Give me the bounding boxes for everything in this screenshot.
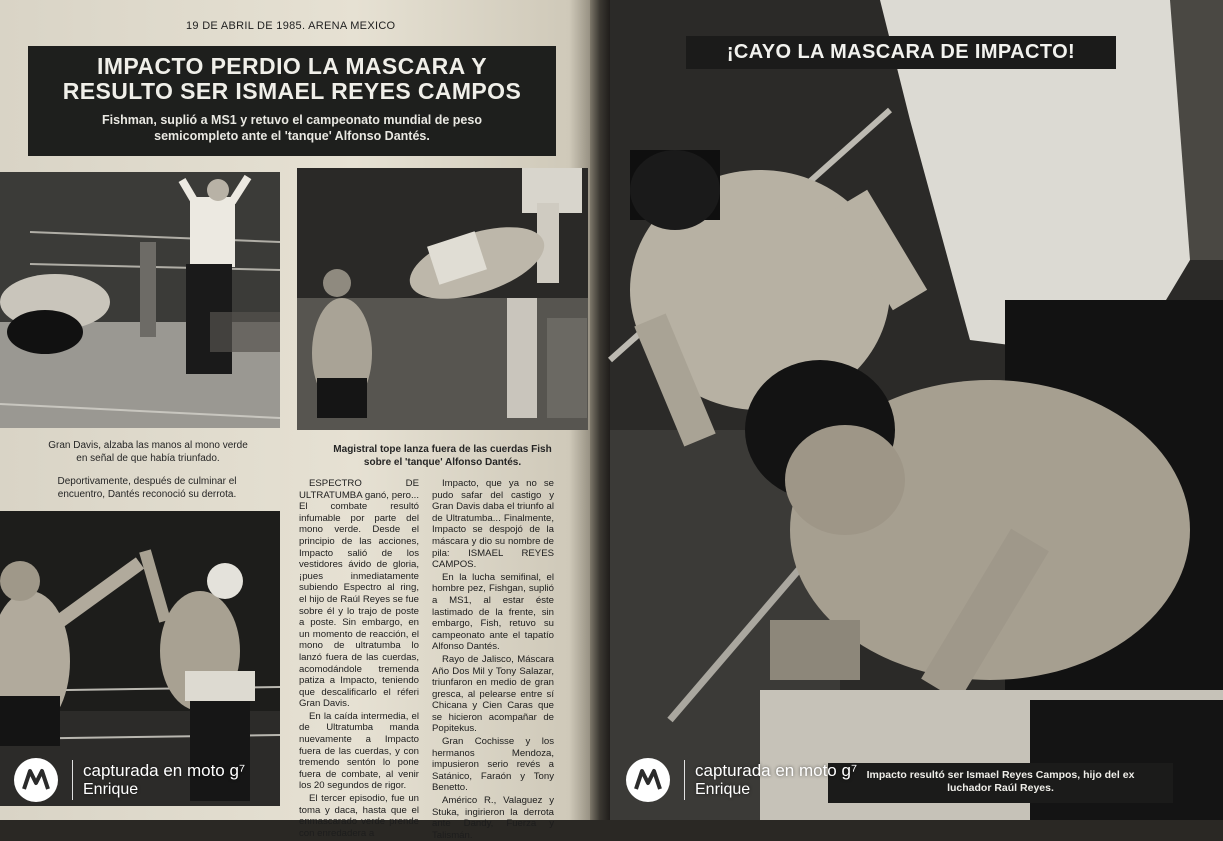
page-gutter: [590, 0, 612, 820]
photo-caption-tope: [300, 444, 585, 469]
watermark-line-2: Enrique: [83, 781, 139, 798]
photo-caption-referee: [28, 440, 268, 465]
caption-dantes-line-1: Deportivamente, después de culminar el: [57, 476, 237, 487]
photo-referee-image: [0, 172, 280, 428]
watermark-divider: [684, 760, 685, 800]
article-paragraph: ESPECTRO DE ULTRATUMBA ganó, pero... El combate resultó infumable por parte del mono verde. Desde el principio de las acciones, Impacto salió de los vestidores ávido de gloria, ¡pues inmediatamente subiendo Espectro al ring, el hijo de Raúl Reyes se fue sobre él y lo trajo de poste a poste. Sin embargo, en un momento de reacción, el mono de ultratumba lo lanzó fuera de las cuerdas, acomodándole tremenda patiza a Impacto, teniendo que descalificarlo el réferi Gran Davis.: [299, 478, 419, 710]
subhead-line-1: Fishman, suplió a MS1 y retuvo el campeonato mundial de peso: [102, 113, 482, 127]
subheadline: [38, 112, 546, 144]
photo-referee-raising-arms: [0, 172, 280, 428]
motorola-logo-icon: [14, 758, 58, 802]
right-page-photo: [610, 0, 1223, 820]
headline-line-1: IMPACTO PERDIO LA MASCARA Y: [97, 53, 487, 79]
subhead-line-2: semicompleto ante el 'tanque' Alfonso Dantés.: [154, 129, 430, 143]
article-paragraph: En la caída intermedia, el de Ultratumba manda nuevamente a Impacto fuera de las cuerdas, y con tremendo sentón lo pone fuera de combate, al venir los 20 segundos de rigor.: [299, 710, 419, 792]
right-caption-line-2: luchador Raúl Reyes.: [947, 782, 1054, 794]
right-page-title: ¡CAYO LA MASCARA DE IMPACTO!: [686, 36, 1116, 69]
motorola-logo-icon: [626, 758, 670, 802]
caption-referee-line-2: en señal de que había triunfado.: [76, 452, 220, 464]
watermark-text: [695, 761, 857, 799]
watermark-text: [83, 761, 245, 799]
caption-dantes-line-2: encuentro, Dantés reconoció su derrota.: [57, 488, 237, 500]
camera-watermark-right: [626, 758, 857, 802]
dateline: 19 DE ABRIL DE 1985. ARENA MEXICO: [186, 20, 396, 32]
camera-watermark-left: [14, 758, 245, 802]
right-page-caption: [828, 763, 1173, 803]
article-paragraph: Américo R., Valaguez y Stuka, ingirieron la derrota ante Dandy, Fuerza y Talismán.: [432, 795, 554, 841]
watermark-line-1: capturada en moto g⁷: [83, 761, 246, 780]
watermark-line-2: Enrique: [695, 781, 751, 798]
article-paragraph: Rayo de Jalisco, Máscara Año Dos Mil y Tony Salazar, triunfaron en medio de gran gresca, al pelearse entre sí Chicana y Cien Caras que se hicieron acompañar de Popitekus.: [432, 653, 554, 735]
article-paragraph: El tercer episodio, fue un toma y daca, hasta que el enmascarado verde prende con enredadera a: [299, 793, 419, 839]
headline: [38, 54, 546, 104]
photo-tope-image: [297, 168, 588, 430]
caption-referee-line-1: Gran Davis, alzaba las manos al mono verde: [48, 440, 248, 451]
article-paragraph: Impacto, que ya no se pudo safar del castigo y Gran Davis daba el triunfo al de Ultratumba... Finalmente, Impacto se despojó de la máscara y dio su nombre de pila: ISMAEL REYES CAMPOS.: [432, 478, 554, 571]
article-column-2: [432, 478, 554, 841]
watermark-divider: [72, 760, 73, 800]
photo-caption-dantes: [22, 476, 272, 501]
article-paragraph: En la lucha semifinal, el hombre pez, Fishgan, suplió a MS1, al estar éste lastimado de la frente, sin embargo, Fish, retuvo su campeonato ante el tapatío Alfonso Dantés.: [432, 571, 554, 653]
article-column-1: [299, 478, 419, 839]
headline-line-2: RESULTO SER ISMAEL REYES CAMPOS: [62, 78, 522, 104]
article-paragraph: Gran Cochisse y los hermanos Mendoza, impusieron serio revés a Satánico, Faraón y Tony Benetto.: [432, 736, 554, 794]
headline-box: [28, 46, 556, 156]
photo-unmasked-wrestler: [610, 0, 1223, 820]
photo-flying-tope: [297, 168, 588, 430]
caption-tope-line-2: sobre el 'tanque' Alfonso Dantés.: [363, 456, 522, 468]
right-caption-line-1: Impacto resultó ser Ismael Reyes Campos, hijo del ex: [866, 769, 1135, 781]
watermark-line-1: capturada en moto g⁷: [695, 761, 858, 780]
caption-tope-line-1: Magistral tope lanza fuera de las cuerdas Fish: [333, 444, 552, 455]
